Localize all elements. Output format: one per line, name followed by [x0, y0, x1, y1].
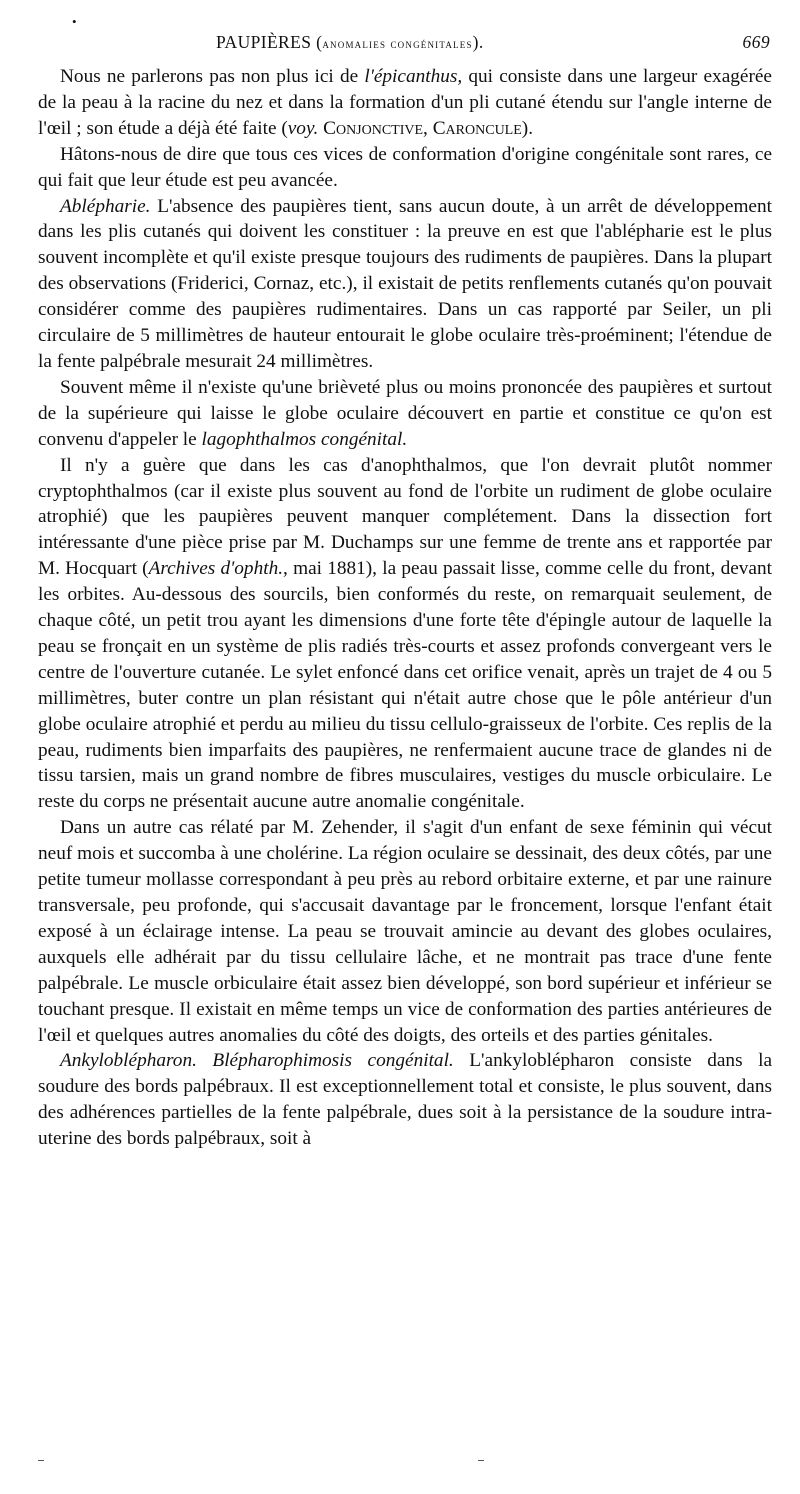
running-title-subtitle: anomalies congénitales: [322, 37, 473, 51]
running-title: [216, 32, 484, 53]
book-page: [38, 14, 773, 1152]
small-caps-text: Conjonctive, Caroncule: [323, 117, 522, 139]
margin-mark: •: [72, 14, 77, 29]
footer-marks: [38, 1460, 498, 1468]
paragraph: [38, 194, 772, 375]
italic-text: voy.: [287, 117, 319, 139]
paragraph: [38, 142, 772, 194]
text-run: , mai 1881), la peau passait lisse, comme celle du front, devant les orbites. Au-dessous des sourcils, bien conformés du reste, on remarquait seulement, de chaque côté, un petit trou ayant les dimensions d'une forte tête d'épingle autour de laquelle la peau se fronçait en un système de plis radiés très-courts et assez profonds convergeant vers le centre de l'ouverture cutanée. Le sylet enfoncé dans cet orifice venait, après un trajet de 4 ou 5 millimètres, buter contre un plan résistant qui n'était autre chose que le pôle antérieur d'un globe oculaire atrophié et perdu au milieu du tissu cellulo-graisseux de l'orbite. Ces replis de la peau, rudiments bien imparfaits des paupières, ne renfermaient aucune trace de glandes ni de tissu tarsien, mais un grand nombre de fibres musculaires, vestiges du muscle orbiculaire. Le reste du corps ne présentait aucune autre anomalie congénitale.: [38, 558, 772, 813]
text-run: L'ankyloblépharon consiste dans la soudure des bords palpébraux. Il est exceptionnellement total et consiste, le plus souvent, dans des adhérences partielles de la fente palpébrale, dues soit à la persistance de la soudure intra-uterine des bords palpébraux, soit à: [38, 1050, 773, 1150]
footer-tick-left: [38, 1460, 44, 1461]
italic-text: Archives d'ophth.: [148, 558, 284, 580]
italic-text: Ablépharie.: [60, 195, 151, 217]
running-header: [38, 14, 772, 54]
italic-text: Ankyloblépharon. Blépharophimosis congénital.: [60, 1050, 454, 1072]
italic-text: l'épicanthus,: [364, 66, 463, 87]
paragraph: [38, 375, 772, 453]
body-text: [38, 64, 772, 1152]
text-run: Il n'y a guère que dans les cas d'anophthalmos, que l'on devrait plutôt nommer cryptophthalmos (car il existe plus souvent au fond de l'orbite un rudiment de globe oculaire atrophié) que les paupières peuvent manquer complétement. Dans la dissection fort intéressante d'une pièce prise par M. Duchamps sur une femme de trente ans et rapportée par M. Hocquart (: [38, 454, 772, 580]
paragraph: [38, 815, 772, 1048]
footer-tick-center: [478, 1460, 484, 1461]
italic-text: lagophthalmos congénital.: [201, 428, 408, 450]
text-run: Hâtons-nous de dire que tous ces vices de conformation d'origine congénitale sont rares, ce qui fait que leur étude est peu avancée.: [38, 143, 772, 191]
paragraph: [38, 1048, 772, 1152]
text-run: Souvent même il n'existe qu'une brièveté plus ou moins prononcée des paupières et surtout de la supérieure qui laisse le globe oculaire découvert en partie et constitue ce qu'on est convenu d'appeler le: [38, 376, 772, 450]
page-number: 669: [742, 32, 770, 52]
paragraph: [38, 64, 772, 142]
paragraph: [38, 453, 772, 816]
text-run: Dans un autre cas rélaté par M. Zehender, il s'agit d'un enfant de sexe féminin qui vécut neuf mois et succomba à une cholérine. La région oculaire se dessinait, des deux côtés, par une petite tumeur mollasse correspondant à peu près au rebord orbitaire externe, et par une rainure transversale, peu profonde, qui s'accusait davantage par le froncement, lorsque l'enfant était exposé à un éclairage intense. La peau se trouvait amincie au devant des globes oculaires, auxquels elle adhérait par du tissu cellulaire lâche, et ne montrait pas trace d'une fente palpébrale. Le muscle orbiculaire était assez bien développé, son bord supérieur et inférieur se touchant presque. Il existait en même temps un vice de conformation des parties antérieures de l'œil et quelques autres anomalies du côté des doigts, des orteils et des parties génitales.: [38, 817, 772, 1046]
text-run: Nous ne parlerons pas non plus ici de: [60, 66, 365, 87]
text-run: L'absence des paupières tient, sans aucun doute, à un arrêt de développement dans les plis cutanés qui doivent les constituer : la preuve en est que l'ablépharie est le plus souvent incomplète et qu'il existe presque toujours des rudiments de paupières. Dans la plupart des observations (Friderici, Cornaz, etc.), il existait de petits renflements cutanés qu'on pouvait considérer comme des paupières rudimentaires. Dans un cas rapporté par Seiler, un pli circulaire de 5 millimètres de hauteur entourait le globe oculaire très-proéminent; l'étendue de la fente palpébrale mesurait 24 millimètres.: [38, 195, 772, 372]
running-title-close: ).: [472, 32, 484, 52]
text-run: qui consiste dans une largeur exagérée de la peau à la racine du nez et dans la formation d'un pli cutané étendu sur l'angle interne de l'œil ; son étude a déjà été faite (: [38, 66, 772, 139]
text-run: ).: [521, 117, 534, 139]
running-title-main: PAUPIÈRES (: [216, 32, 323, 52]
